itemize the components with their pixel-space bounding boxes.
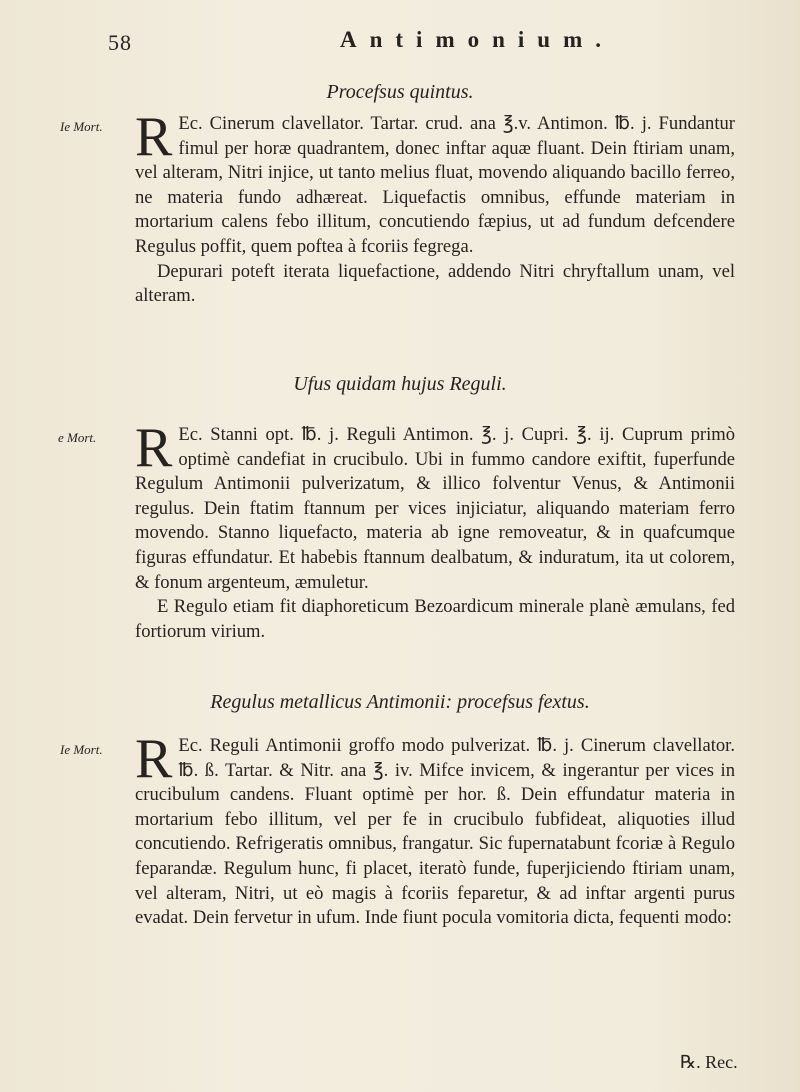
section-heading: Regulus metallicus Antimonii: procefsus fextus. xyxy=(210,691,590,713)
drop-cap: R xyxy=(135,728,173,790)
paragraph: E Regulo etiam fit diaphoreticum Bezoardicum minerale planè æmulans, fed fortiorum virium. xyxy=(135,596,735,642)
margin-note: Ie Mort. xyxy=(60,119,103,134)
margin-note: Ie Mort. xyxy=(60,742,103,757)
paragraph: Ec. Stanni opt. ℔. j. Reguli Antimon. ℥. j. Cupri. ℥. ij. Cuprum primò optimè candefiat in crucibulo. Ubi in fummo candore exiftit, fuperfunde Regulum Antimonii pulverizatum, & illico folventur Venus, & Antimonii regulus. Dein ftatim ftannum per vices injiciatur, aliquando materiam ferro movendo. Stanno liquefacto, materia ab igne removeatur, & in quafcumque figuras effundatur. Et habebis ftannum dealbatum, & induratum, ita ut colorem, & fonum argenteum, æmuletur. xyxy=(135,424,735,593)
paragraph: Ec. Cinerum clavellator. Tartar. crud. ana ℥.v. Antimon. ℔. j. Fundantur fimul per horæ quadrantem, donec inftar aquæ fluant. Dein ftiriam unam, vel alteram, Nitri injice, ut tanto melius fluat, movendo aliquando bacillo ferreo, ne materia fundo adhæreat. Liquefactis omnibus, effunde materiam in mortarium calens febo illitum, concutiendo fæpius, ut ad fundum defcendere Regulus poffit, quem poftea à fcoriis fegrega. xyxy=(135,113,735,257)
paragraph: Depurari poteft iterata liquefactione, addendo Nitri chryftallum unam, vel alteram. xyxy=(135,260,735,307)
section-heading: Ufus quidam hujus Reguli. xyxy=(293,373,507,395)
paragraph: Ec. Reguli Antimonii groffo modo pulverizat. ℔. j. Cinerum clavellator. ℔. ß. Tartar. & Nitr. ana ℥. iv. Mifce invicem, & ingerantur per vices in crucibulum candens. Fluant optimè per hor. ß. Dein effundatur materia in mortarium febo illitum, vel per fe in crucibulo fubfideat, aliquoties illud concutiendo. Refrigeratis omnibus, frangatur. Sic fupernatabunt fcoriæ à Regulo feparandæ. Regulum hunc, fi placet, iteratò funde, fuperjiciendo ftiriam unam, vel alteram, Nitri, ut eò magis à fcoriis feparetur, & ad inftar argenti purus evadat. Dein fervetur in ufum. Inde fiunt pocula vomitoria dicta, fequenti modo: xyxy=(135,735,735,929)
page-number: 58 xyxy=(108,30,132,55)
section-text xyxy=(135,417,735,644)
section-text xyxy=(135,728,735,931)
running-head: Antimonium. xyxy=(340,27,614,52)
drop-cap: R xyxy=(135,106,173,168)
drop-cap: R xyxy=(135,417,173,479)
catchword: ℞. Rec. xyxy=(680,1052,738,1072)
section-heading: Procefsus quintus. xyxy=(326,81,474,103)
margin-note: e Mort. xyxy=(58,430,97,445)
section-text xyxy=(135,106,735,309)
